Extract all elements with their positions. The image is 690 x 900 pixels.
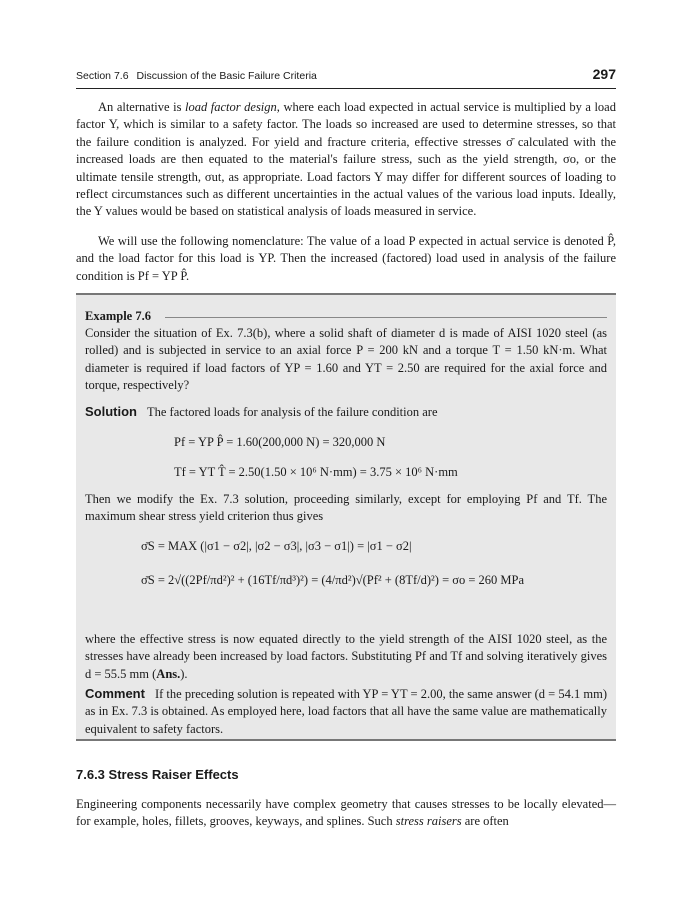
equation-max-shear-effective-stress: σ̄S = MAX (|σ1 − σ2|, |σ2 − σ3|, |σ3 − σ1|) = |σ1 − σ2| — [141, 539, 412, 553]
paragraph-stress-raisers — [76, 796, 616, 831]
paragraph-text: Engineering components necessarily have complex geometry that causes stresses to be locally elevated—for example, holes, fillets, grooves, keyways, and splines. Such — [76, 797, 616, 829]
paragraph-nomenclature: We will use the following nomenclature: The value of a load P expected in actual service is denoted P̂, and the load factor for this load is YP. Then the increased (factored) load used in analysis of the failure condition is Pf = YP P̂. — [76, 234, 616, 283]
comment-text: If the preceding solution is repeated with YP = YT = 2.00, the same answer (d = 54.1 mm) as in Ex. 7.3 is obtained. As employed here, load factors that all have the same value are mathematically equivalent to safety factors. — [85, 687, 607, 736]
result-text: where the effective stress is now equated directly to the yield strength of the AISI 1020 steel, as the stresses have already been increased by load factors. Substituting Pf and Tf and solving iteratively gives d = 55.5 mm ( — [85, 632, 607, 681]
result-text-end: ). — [180, 666, 188, 681]
section-heading: 7.6.3 Stress Raiser Effects — [76, 767, 239, 782]
solution-label: Solution — [85, 404, 137, 419]
comment-paragraph — [85, 685, 607, 738]
example-text-modify: Then we modify the Ex. 7.3 solution, proceeding similarly, except for employing Pf and Tf. The maximum shear stress yield criterion thus gives — [85, 492, 607, 524]
emphasis-term: load factor design — [184, 100, 277, 114]
header-section-label — [76, 70, 317, 82]
example-text-result — [85, 631, 607, 683]
emphasis-term: stress raisers — [395, 814, 462, 829]
equation-factored-torque: Tf = YT T̂ = 2.50(1.50 × 10⁶ N·mm) = 3.75 × 10⁶ N·mm — [174, 465, 458, 479]
page-number: 297 — [592, 66, 616, 82]
header-section-title: Discussion of the Basic Failure Criteria — [136, 70, 317, 82]
paragraph-text: , where each load expected in actual service is multiplied by a load factor Y, which is similar to a safety factor. The loads so increased are used to determine stresses, so that the failure condition is analyzed. For yield and fracture criteria, effective stresses σ̄ calculated with the increased loads are then equated to the material's failure stress, such as the yield strength, σo, or the ultimate tensile strength, σut, as appropriate. Load factors Y may differ for different sources of loading to reflect circumstances such as different uncertainties in the actual values of the various load inputs. Ideally, the Y values would be based on statistical analysis of loads measured in service. — [76, 100, 616, 219]
paragraph-text: are often — [461, 814, 509, 829]
example-box — [76, 293, 616, 741]
equation-factored-axial-load: Pf = YP P̂ = 1.60(200,000 N) = 320,000 N — [174, 435, 386, 449]
paragraph-load-factor-design — [76, 99, 616, 221]
comment-label: Comment — [85, 686, 145, 701]
header-section-number: Section 7.6 — [76, 70, 129, 82]
answer-label: Ans. — [156, 666, 181, 681]
example-title: Example 7.6 — [85, 309, 157, 323]
example-statement: Consider the situation of Ex. 7.3(b), where a solid shaft of diameter d is made of AISI 1020 steel (as rolled) and is subjected in service to an axial force P = 200 kN and a torque T = 1.50 kN·m. What diameter is required if load factors of YP = 1.60 and YT = 2.50 are required for the axial force and torque, respectively? — [85, 326, 607, 393]
example-title-row — [85, 307, 607, 325]
running-header — [76, 66, 616, 89]
example-title-rule — [165, 317, 607, 318]
equation-effective-stress-yield: σ̄S = 2√((2Pf/πd²)² + (16Tf/πd³)²) = (4/πd²)√(Pf² + (8Tf/d)²) = σo = 260 MPa — [141, 573, 525, 587]
solution-paragraph — [85, 403, 607, 421]
solution-text: The factored loads for analysis of the failure condition are — [147, 405, 438, 419]
paragraph-text: An alternative is — [98, 100, 185, 114]
